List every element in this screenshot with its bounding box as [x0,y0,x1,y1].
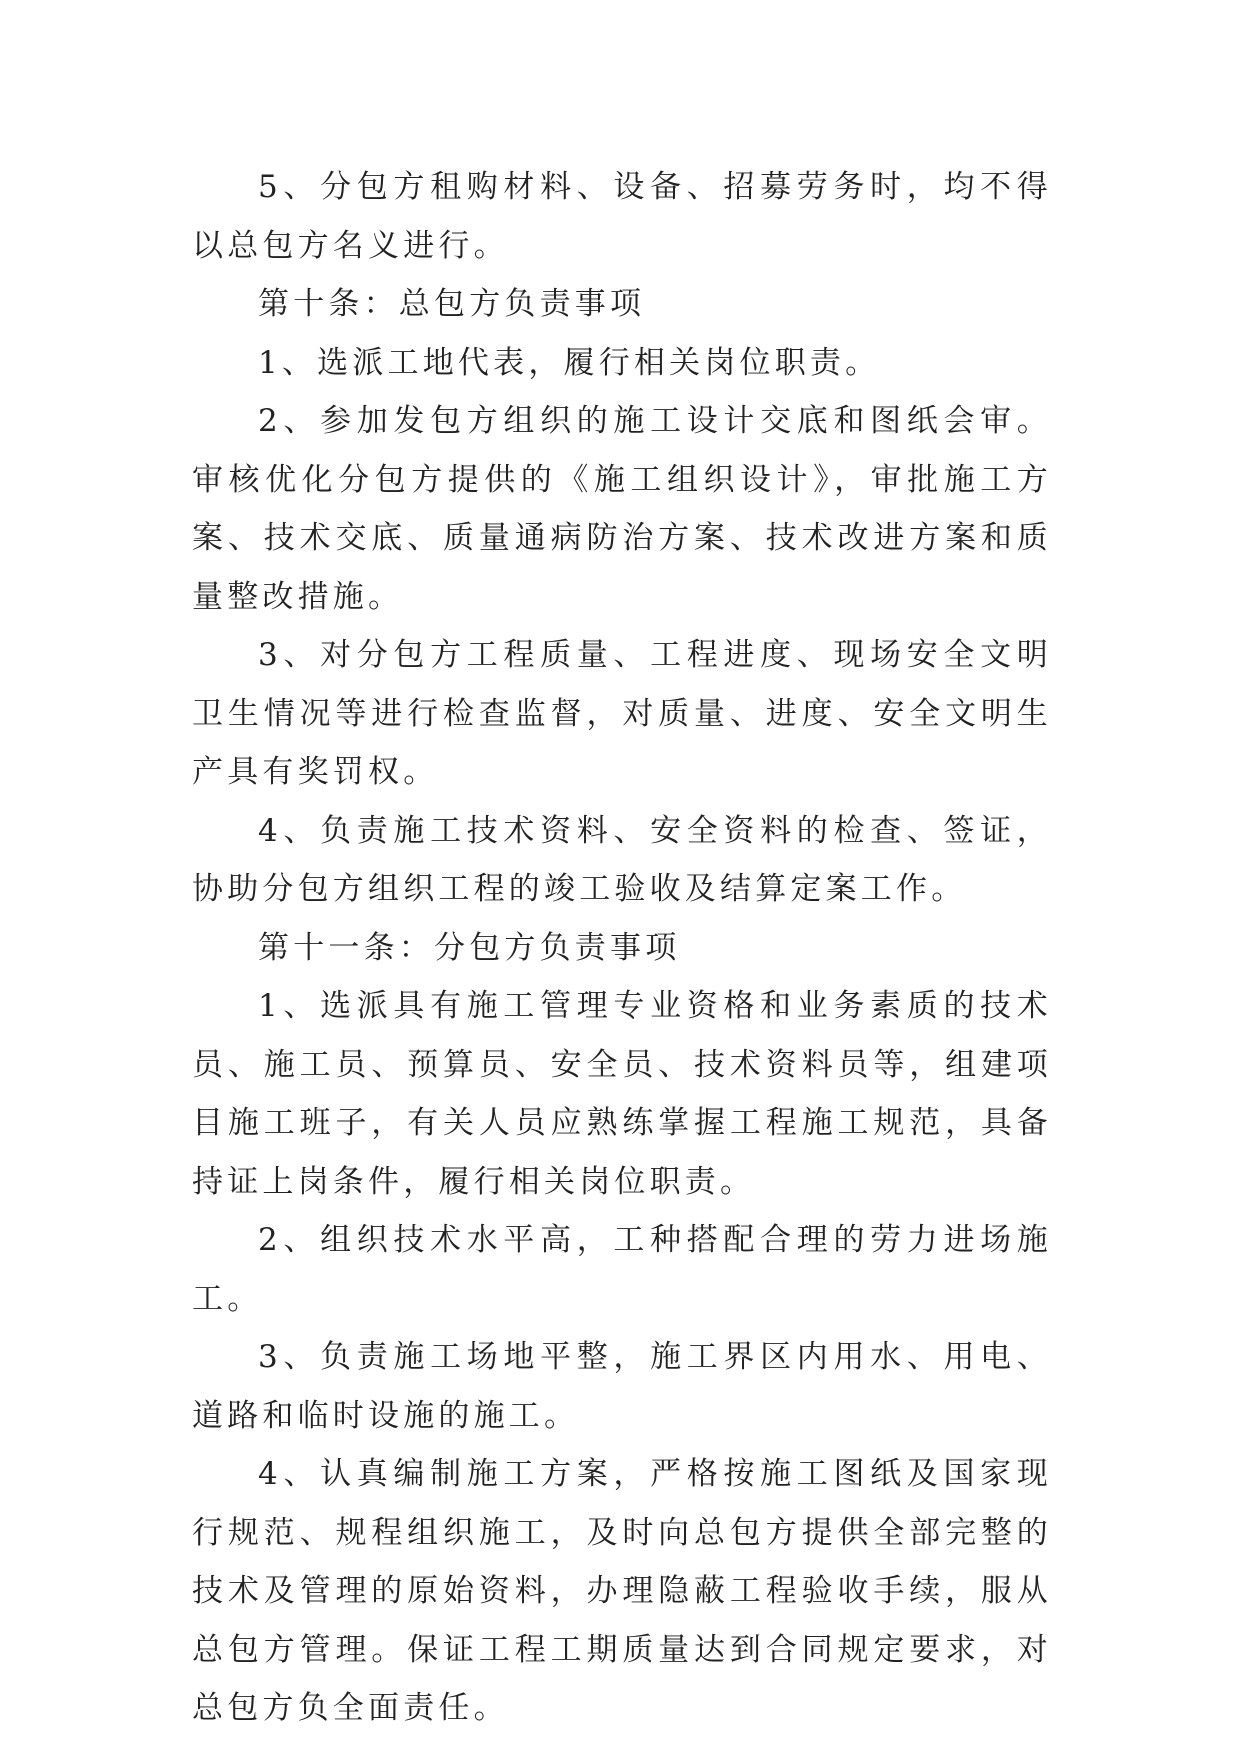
paragraph-clause-9-item-5: 5、分包方租购材料、设备、招募劳务时，均不得以总包方名义进行。 [192,169,1052,264]
paragraph-article-10-item-2: 2、参加发包方组织的施工设计交底和图纸会审。审核优化分包方提供的《施工组织设计》，审批施工方案、技术交底、质量通病防治方案、技术改进方案和质量整改措施。 [192,403,1052,615]
paragraph-article-11-item-1: 1、选派具有施工管理专业资格和业务素质的技术员、施工员、预算员、安全员、技术资料员等，组建项目施工班子，有关人员应熟练掌握工程施工规范，具备持证上岗条件，履行相关岗位职责。 [192,988,1052,1200]
paragraph-article-10-item-3: 3、对分包方工程质量、工程进度、现场安全文明卫生情况等进行检查监督，对质量、进度、安全文明生产具有奖罚权。 [192,637,1052,790]
paragraph-article-11-item-4: 4、认真编制施工方案，严格按施工图纸及国家现行规范、规程组织施工，及时向总包方提供全部完整的技术及管理的原始资料，办理隐蔽工程验收手续，服从总包方管理。保证工程工期质量达到合同规定要求，对总包方负全面责任。 [192,1456,1052,1726]
paragraph-article-11-item-3: 3、负责施工场地平整，施工界区内用水、用电、道路和临时设施的施工。 [192,1339,1052,1434]
document-body [192,158,1052,1738]
paragraph-article-10-item-1: 1、选派工地代表，履行相关岗位职责。 [258,344,881,381]
heading-article-11: 第十一条：分包方负责事项 [258,929,681,966]
heading-article-10: 第十条：总包方负责事项 [258,286,646,322]
paragraph-article-11-item-2: 2、组织技术水平高，工种搭配合理的劳力进场施工。 [192,1222,1052,1317]
paragraph-article-10-item-4: 4、负责施工技术资料、安全资料的检查、签证，协助分包方组织工程的竣工验收及结算定案工作。 [192,812,1052,907]
